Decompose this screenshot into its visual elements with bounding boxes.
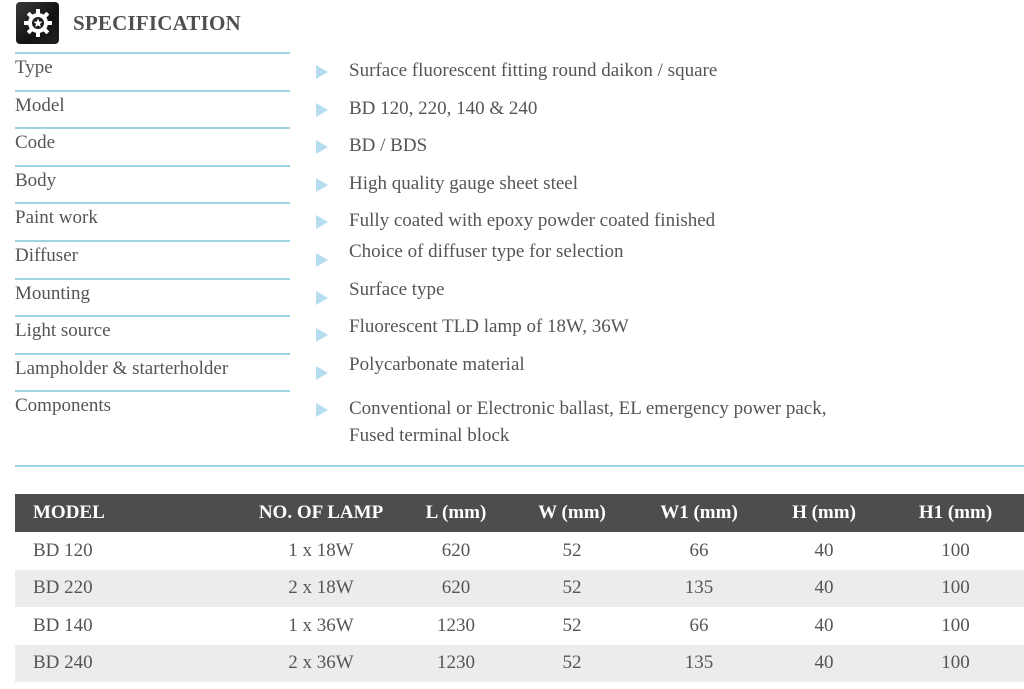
- cell-no-of-lamp: 1 x 36W: [288, 614, 354, 636]
- column-header-w1: W1 (mm): [637, 494, 761, 532]
- table-row: [15, 645, 1024, 683]
- triangle-bullet-icon: [316, 140, 328, 154]
- triangle-bullet-icon: [316, 215, 328, 229]
- cell-w: 52: [562, 614, 582, 636]
- cell-w: 52: [507, 570, 637, 608]
- cell-l: 620: [441, 539, 471, 561]
- spec-row-lampholder: [0, 353, 1024, 391]
- triangle-bullet-icon: [316, 291, 328, 305]
- table-row: [15, 532, 1024, 570]
- row-divider: [15, 90, 290, 92]
- spec-row-diffuser: [0, 240, 1024, 278]
- triangle-bullet-icon: [316, 253, 328, 267]
- spec-row-body: [0, 165, 1024, 203]
- spec-value: BD / BDS: [349, 135, 428, 157]
- spec-label: Code: [15, 132, 56, 154]
- table-row: [15, 607, 1024, 645]
- triangle-bullet-icon: [316, 103, 328, 117]
- spec-label: Mounting: [15, 282, 90, 304]
- cell-h1: 100: [941, 614, 970, 636]
- cell-w1: 66: [689, 614, 709, 636]
- cell-l: 1230: [405, 645, 507, 683]
- cell-h: 40: [814, 539, 834, 561]
- triangle-bullet-icon: [316, 328, 328, 342]
- spec-label: Body: [15, 169, 57, 191]
- spec-value: Fully coated with epoxy powder coated finished: [349, 210, 716, 232]
- cell-no-of-lamp: 2 x 18W: [237, 570, 405, 608]
- spec-value: Polycarbonate material: [349, 353, 525, 375]
- column-header-h: H (mm): [761, 494, 887, 532]
- cell-l: 620: [405, 570, 507, 608]
- cell-l: 1230: [437, 614, 475, 636]
- spec-row-code: [0, 127, 1024, 165]
- cell-model: BD 140: [33, 614, 93, 636]
- cell-no-of-lamp: 2 x 36W: [237, 645, 405, 683]
- gear-icon: [23, 8, 53, 38]
- cell-w1: 135: [637, 645, 761, 683]
- column-header-model: MODEL: [15, 494, 237, 532]
- spec-label: Type: [15, 57, 53, 78]
- row-divider: [15, 353, 290, 355]
- cell-w1: 66: [689, 539, 709, 561]
- spec-value: Fluorescent TLD lamp of 18W, 36W: [349, 316, 629, 338]
- triangle-bullet-icon: [316, 403, 328, 417]
- spec-row-model: [0, 90, 1024, 128]
- cell-h1: 100: [941, 539, 970, 561]
- spec-label: Model: [15, 94, 65, 116]
- spec-value: BD 120, 220, 140 & 240: [349, 97, 538, 119]
- gear-icon-badge: [16, 2, 59, 44]
- row-divider: [15, 240, 290, 242]
- cell-h1: 100: [887, 570, 1024, 608]
- cell-no-of-lamp: 1 x 18W: [288, 539, 354, 561]
- spec-value: [349, 395, 826, 449]
- section-divider: [15, 465, 1024, 467]
- column-header-h1: H1 (mm): [887, 494, 1024, 532]
- spec-row-components: [0, 390, 1024, 465]
- spec-value: High quality gauge sheet steel: [349, 172, 578, 194]
- column-header-l: L (mm): [405, 494, 507, 532]
- spec-value-line-1: Conventional or Electronic ballast, EL emergency power pack,: [349, 398, 827, 420]
- triangle-bullet-icon: [316, 366, 328, 380]
- spec-value-line-2: Fused terminal block: [349, 425, 510, 447]
- section-header: [16, 2, 241, 44]
- row-divider: [15, 315, 290, 317]
- spec-row-paint-work: [0, 202, 1024, 240]
- model-dimension-table: [15, 494, 1024, 682]
- column-header-no-of-lamp: NO. OF LAMP: [237, 494, 405, 532]
- spec-label: Diffuser: [15, 244, 78, 266]
- spec-value: Surface type: [349, 278, 445, 300]
- cell-model: BD 220: [15, 570, 237, 608]
- row-divider: [15, 52, 290, 54]
- table-row: [15, 570, 1024, 608]
- cell-model: BD 240: [15, 645, 237, 683]
- cell-w1: 135: [637, 570, 761, 608]
- triangle-bullet-icon: [316, 178, 328, 192]
- spec-row-mounting: [0, 278, 1024, 316]
- spec-label: Paint work: [15, 207, 98, 229]
- spec-label: Lampholder & starterholder: [15, 357, 229, 379]
- cell-model: BD 120: [33, 539, 93, 561]
- spec-label: Components: [15, 395, 112, 417]
- cell-h: 40: [761, 570, 887, 608]
- spec-value: Choice of diffuser type for selection: [349, 240, 624, 262]
- cell-h: 40: [761, 645, 887, 683]
- cell-h1: 100: [887, 645, 1024, 683]
- table-header-row: [15, 494, 1024, 532]
- spec-label: Light source: [15, 320, 111, 342]
- spec-value: Surface fluorescent fitting round daikon / square: [349, 60, 718, 81]
- row-divider: [15, 202, 290, 204]
- column-header-w: W (mm): [507, 494, 637, 532]
- row-divider: [15, 165, 290, 167]
- row-divider: [15, 390, 290, 392]
- triangle-bullet-icon: [316, 65, 328, 79]
- cell-w: 52: [507, 645, 637, 683]
- spec-row-light-source: [0, 315, 1024, 353]
- cell-w: 52: [562, 539, 582, 561]
- row-divider: [15, 127, 290, 129]
- spec-row-type: [0, 52, 1024, 90]
- row-divider: [15, 278, 290, 280]
- specification-list: [0, 52, 1024, 465]
- page-title: SPECIFICATION: [73, 10, 241, 35]
- cell-h: 40: [814, 614, 834, 636]
